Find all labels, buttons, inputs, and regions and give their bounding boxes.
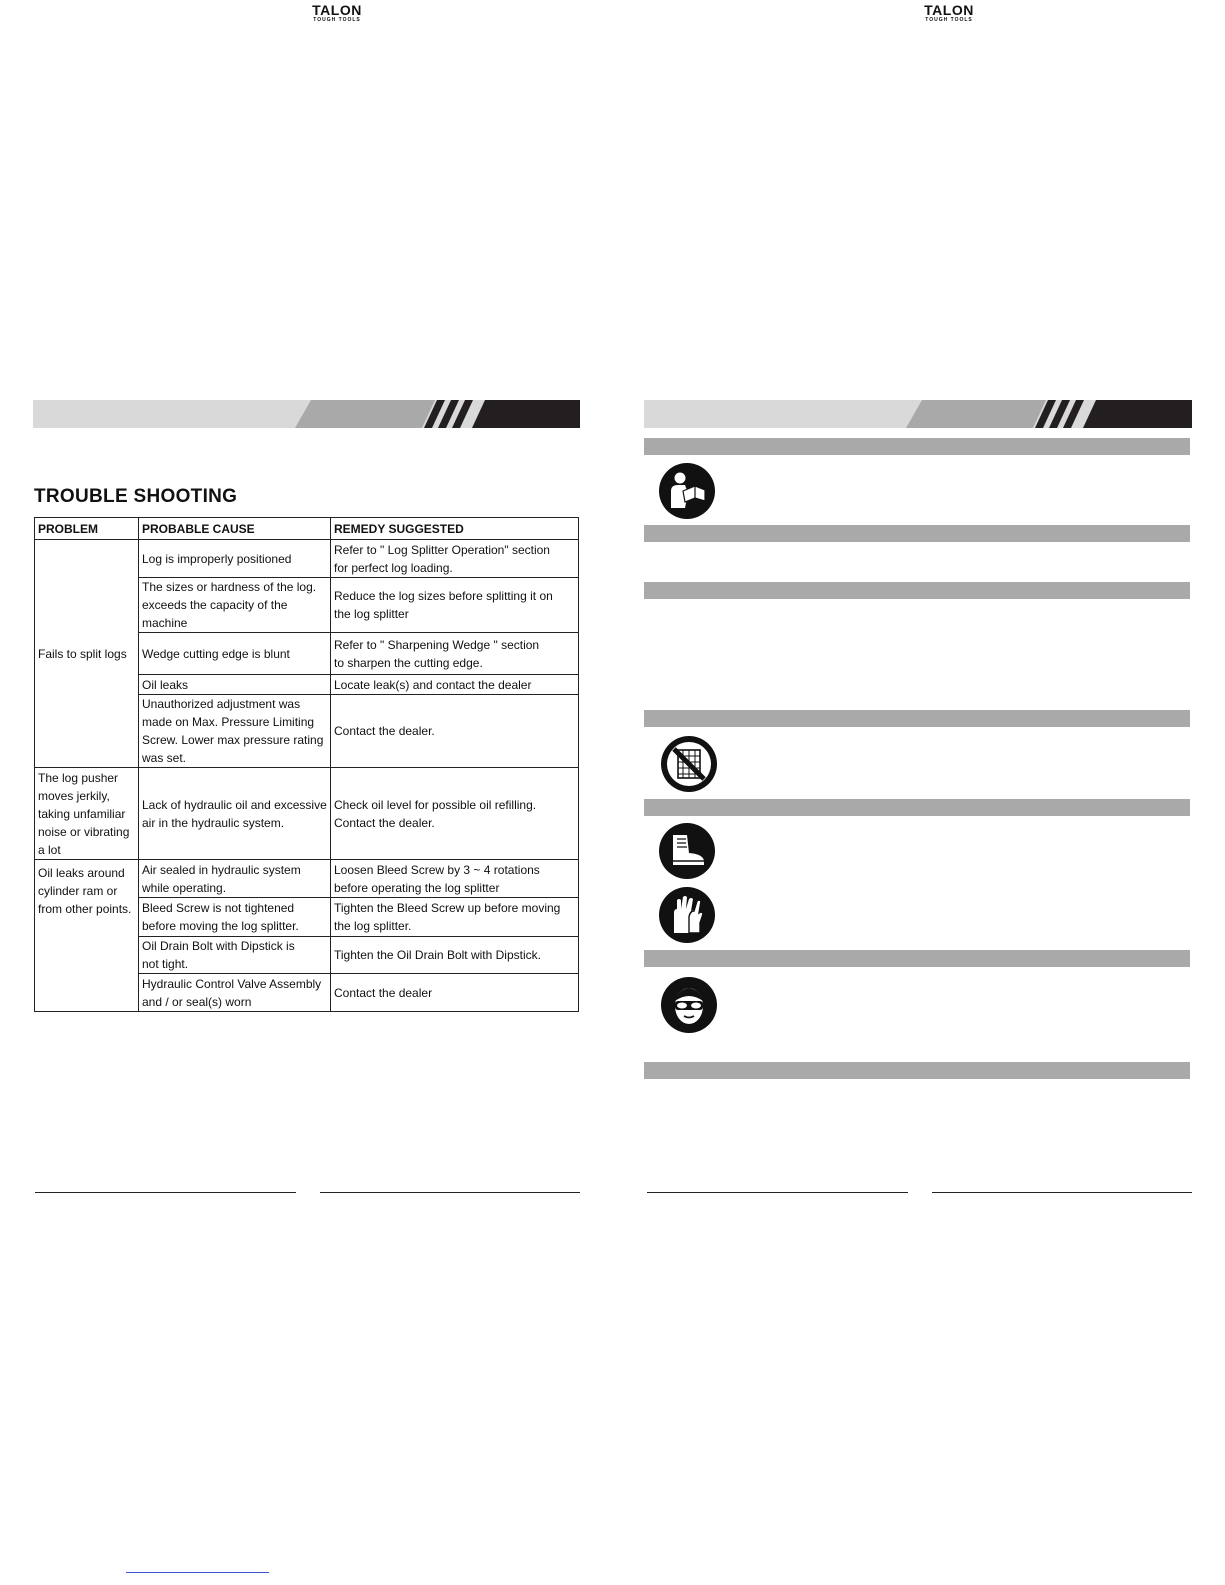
cause-cell: Unauthorized adjustment was made on Max. Pressure Limiting Screw. Lower max pressure rating was set. xyxy=(139,695,331,768)
brand-logo: TALON xyxy=(924,2,974,18)
remedy-cell: Locate leak(s) and contact the dealer xyxy=(331,675,579,695)
cause-cell: Wedge cutting edge is blunt xyxy=(139,633,331,675)
safety-gloves-icon xyxy=(659,887,715,943)
remedy-cell: Refer to " Sharpening Wedge " section to sharpen the cutting edge. xyxy=(331,633,579,675)
problem-cell: Oil leaks around cylinder ram or from other points. xyxy=(35,860,139,1012)
remedy-cell: Tighten the Bleed Screw up before moving the log splitter. xyxy=(331,898,579,937)
section-bar xyxy=(644,950,1190,967)
no-loose-clothing-icon xyxy=(661,736,717,792)
remedy-cell: Tighten the Oil Drain Bolt with Dipstick. xyxy=(331,937,579,974)
remedy-cell: Loosen Bleed Screw by 3 ~ 4 rotations before operating the log splitter xyxy=(331,860,579,898)
problem-cell: Fails to split logs xyxy=(35,540,139,768)
safety-boots-icon xyxy=(659,823,715,879)
brand-tagline: TOUGH TOOLS xyxy=(925,17,973,23)
section-bar xyxy=(644,1062,1190,1079)
trouble-shooting-table xyxy=(34,517,579,1012)
cause-cell: Hydraulic Control Valve Assembly and / or seal(s) worn xyxy=(139,974,331,1012)
cause-cell: The sizes or hardness of the log. exceeds the capacity of the machine xyxy=(139,578,331,633)
header-problem: PROBLEM xyxy=(35,518,139,540)
section-bar xyxy=(644,710,1190,727)
remedy-cell: Contact the dealer. xyxy=(331,695,579,768)
footer-line xyxy=(647,1192,908,1193)
footer-line xyxy=(932,1192,1192,1193)
remedy-cell: Check oil level for possible oil refilling. Contact the dealer. xyxy=(331,768,579,860)
table-row xyxy=(35,768,579,860)
cause-cell: Bleed Screw is not tightened before moving the log splitter. xyxy=(139,898,331,937)
header-band xyxy=(33,400,580,428)
section-bar xyxy=(644,799,1190,816)
cause-cell: Lack of hydraulic oil and excessive air in the hydraulic system. xyxy=(139,768,331,860)
header-band xyxy=(644,400,1192,428)
brand-tagline: TOUGH TOOLS xyxy=(313,17,361,23)
table-row xyxy=(35,860,579,898)
cause-cell: Oil leaks xyxy=(139,675,331,695)
link-underline xyxy=(126,1572,269,1573)
problem-cell: The log pusher moves jerkily, taking unfamiliar noise or vibrating a lot xyxy=(35,768,139,860)
section-bar xyxy=(644,582,1190,599)
remedy-cell: Reduce the log sizes before splitting it on the log splitter xyxy=(331,578,579,633)
cause-cell: Log is improperly positioned xyxy=(139,540,331,578)
cause-cell: Air sealed in hydraulic system while operating. xyxy=(139,860,331,898)
cause-cell: Oil Drain Bolt with Dipstick is not tight. xyxy=(139,937,331,974)
header-remedy-suggested: REMEDY SUGGESTED xyxy=(331,518,579,540)
trouble-shooting-title: TROUBLE SHOOTING xyxy=(34,486,238,507)
read-manual-icon xyxy=(659,463,715,519)
eye-protection-icon xyxy=(661,977,717,1033)
section-bar xyxy=(644,438,1190,455)
footer-line xyxy=(320,1192,580,1193)
header-probable-cause: PROBABLE CAUSE xyxy=(139,518,331,540)
brand-logo: TALON xyxy=(312,2,362,18)
remedy-cell: Refer to " Log Splitter Operation" section for perfect log loading. xyxy=(331,540,579,578)
footer-line xyxy=(35,1192,296,1193)
table-row xyxy=(35,540,579,578)
right-page xyxy=(612,0,1225,1585)
left-page xyxy=(0,0,612,1585)
table-header-row xyxy=(35,518,579,540)
remedy-cell: Contact the dealer xyxy=(331,974,579,1012)
section-bar xyxy=(644,525,1190,542)
